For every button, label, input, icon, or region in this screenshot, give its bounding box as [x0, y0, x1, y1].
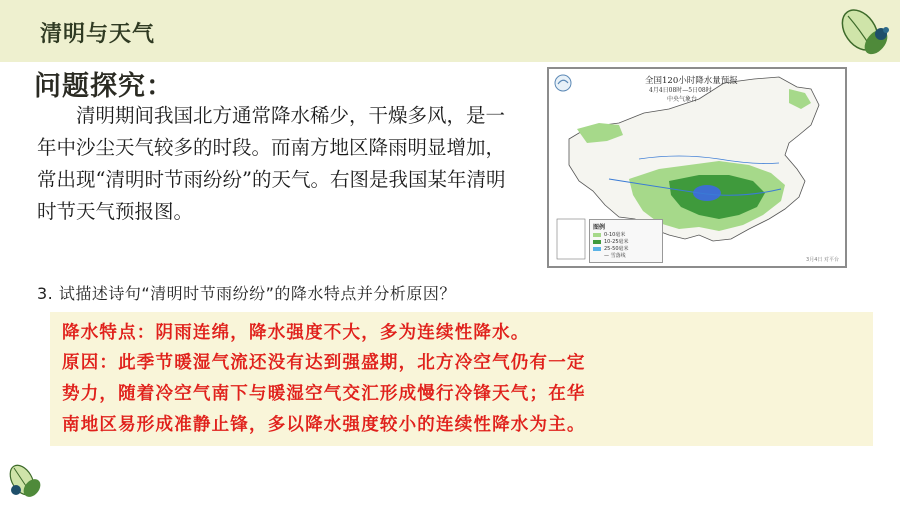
leaf-decoration-icon	[836, 8, 894, 62]
legend-swatch	[593, 233, 601, 237]
legend-item	[593, 245, 629, 252]
page-title: 清明与天气	[40, 22, 156, 47]
map-title: 全国120小时降水量预报	[645, 76, 738, 86]
intro-paragraph: 清明期间我国北方通常降水稀少，干燥多风，是一年中沙尘天气较多的时段。而南方地区降雨明显增加，常出现“清明时节雨纷纷”的天气。右图是我国某年清明时节天气预报图。	[37, 104, 506, 223]
legend-title: 图例	[593, 224, 606, 231]
answer-box	[50, 312, 873, 446]
leaf-decoration-icon	[4, 462, 46, 502]
section-heading: 问题探究：	[34, 71, 174, 102]
forecast-map	[547, 67, 847, 268]
legend-item	[593, 231, 625, 238]
legend-swatch	[593, 247, 601, 251]
map-legend	[589, 219, 663, 263]
answer-line-3: 势力，随着冷空气南下与暖湿空气交汇形成慢行冷锋天气；在华	[62, 384, 586, 404]
answer-line-1: 降水特点：阴雨连绵，降水强度不大，多为连续性降水。	[62, 323, 530, 343]
legend-swatch	[593, 240, 601, 244]
map-agency: 中央气象台	[667, 96, 698, 103]
legend-item	[593, 238, 629, 245]
question-text: 3. 试描述诗句“清明时节雨纷纷”的降水特点并分析原因？	[37, 284, 456, 303]
legend-item	[593, 252, 626, 259]
answer-line-4: 南地区易形成准静止锋，多以降水强度较小的连续性降水为主。	[62, 415, 586, 435]
legend-label: 10-25毫米	[604, 239, 629, 245]
legend-label: 0-10毫米	[604, 232, 626, 238]
legend-label: 25-50毫米	[604, 246, 629, 252]
map-credit: 3月4日 对平台	[806, 257, 839, 263]
legend-swatch	[593, 254, 601, 258]
answer-line-2: 原因：此季节暖湿气流还没有达到强盛期，北方冷空气仍有一定	[62, 353, 586, 373]
map-subtitle: 4月4日08时—5日08时	[649, 87, 712, 94]
legend-label: — 雪落线	[604, 253, 626, 259]
